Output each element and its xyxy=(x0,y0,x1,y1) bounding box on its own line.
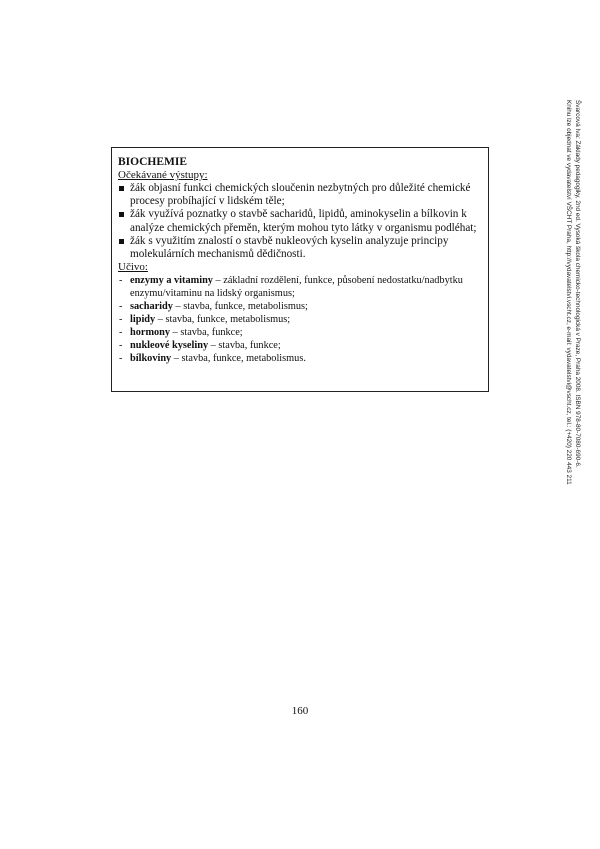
curriculum-label: Učivo: xyxy=(118,261,148,274)
curriculum-term: bílkoviny xyxy=(130,353,172,365)
curriculum-description: – stavba, funkce, metabolismus; xyxy=(155,314,291,326)
outcome-item: žák objasní funkci chemických sloučenin nezbytných pro důležité chemické procesy probíhající v lidském těle; xyxy=(118,182,482,208)
curriculum-item xyxy=(118,274,482,300)
curriculum-term: lipidy xyxy=(130,314,156,326)
curriculum-item xyxy=(118,352,482,365)
outcomes-label: Očekávané výstupy: xyxy=(118,169,208,181)
curriculum-term: sacharidy xyxy=(130,301,173,313)
outcome-item: žák využívá poznatky o stavbě sacharidů, lipidů, aminokyselin a bílkovin k analýze chemických přeměn, kterým mohou tyto látky v organismu podléhat; xyxy=(118,208,482,234)
biochemistry-section-box xyxy=(111,147,489,392)
curriculum-description: – stavba, funkce, metabolismus; xyxy=(172,301,308,313)
side-note-order-info: Knihu lze objednat ve vydavatelství VŠCHT Praha, http://vydavatelstvi.vscht.cz, e-mail: vydavatelstvi@vscht.cz, tel.: (+420) 220 443 211 xyxy=(565,100,573,485)
curriculum-item xyxy=(118,313,482,326)
section-title: BIOCHEMIE xyxy=(118,156,188,168)
publisher-side-note xyxy=(564,100,581,580)
curriculum-description: – základní rozdělení, funkce, působení nedostatku/nadbytku enzymu/vitaminu na lidský organismus; xyxy=(130,275,463,300)
curriculum-item xyxy=(118,339,482,352)
curriculum-description: – stavba, funkce; xyxy=(208,340,281,352)
outcomes-list xyxy=(118,182,482,261)
side-note-citation: Švarcová Iva: Základy pedagogiky, 2nd ed. Vysoká škola chemicko-technologická v Praze, Praha 2008. ISBN 978-80-7080-690-6. xyxy=(574,100,581,468)
curriculum-description: – stavba, funkce, metabolismus. xyxy=(171,353,306,365)
curriculum-term: nukleové kyseliny xyxy=(130,340,209,352)
curriculum-description: – stavba, funkce; xyxy=(170,327,243,339)
curriculum-term: enzymy a vitaminy xyxy=(130,275,213,287)
curriculum-list xyxy=(118,274,482,365)
curriculum-term: hormony xyxy=(130,327,171,339)
curriculum-item xyxy=(118,326,482,339)
outcome-item: žák s využitím znalostí o stavbě nukleových kyselin analyzuje principy molekulárních mechanismů dědičnosti. xyxy=(118,235,482,261)
curriculum-item xyxy=(118,300,482,313)
page-number: 160 xyxy=(291,705,309,717)
